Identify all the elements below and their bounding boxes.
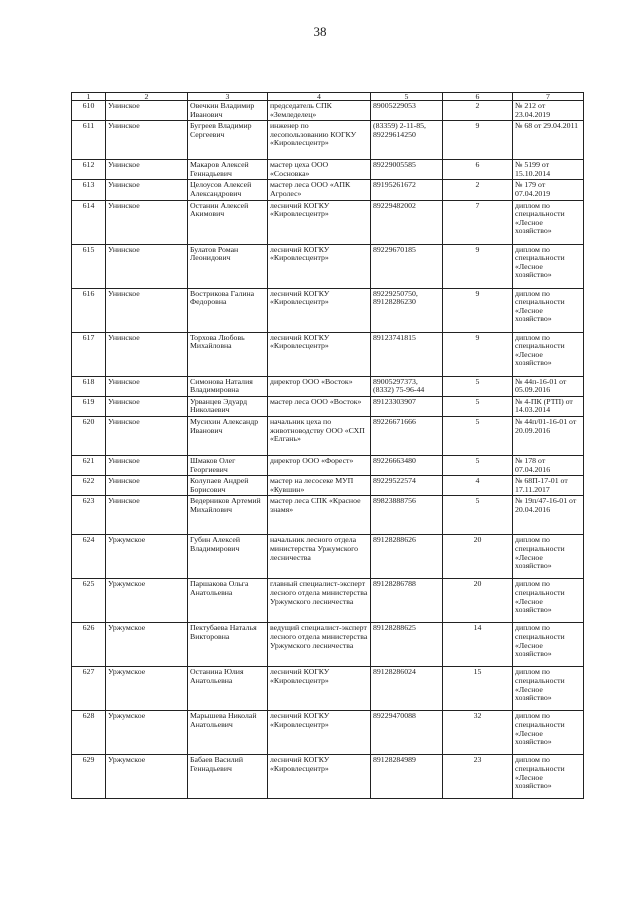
document-cell: № 44п-16-01 от 05.09.2016: [513, 376, 584, 396]
table-row: [72, 476, 584, 496]
experience-cell: 9: [443, 121, 513, 160]
district-cell: Уржумское: [106, 711, 188, 755]
person-name-cell: Ведерников Артемий Михайлович: [188, 496, 268, 535]
column-number: 3: [188, 93, 268, 101]
experience-cell: 20: [443, 579, 513, 623]
phone-cell: 89229005585: [371, 160, 443, 180]
district-cell: Унинское: [106, 496, 188, 535]
document-cell: № 5199 от 15.10.2014: [513, 160, 584, 180]
column-number: 2: [106, 93, 188, 101]
column-number-row: [72, 93, 584, 101]
phone-cell: 89123741815: [371, 332, 443, 376]
table-body: [72, 101, 584, 799]
position-cell: ведущий специалист-эксперт лесного отдела министерства Уржумского лесничества: [268, 623, 371, 667]
document-cell: № 68П-17-01 от 17.11.2017: [513, 476, 584, 496]
column-number: 6: [443, 93, 513, 101]
phone-cell: 89229482002: [371, 200, 443, 244]
experience-cell: 20: [443, 535, 513, 579]
district-cell: Унинское: [106, 332, 188, 376]
district-cell: Уржумское: [106, 579, 188, 623]
phone-cell: 89226671666: [371, 416, 443, 455]
experience-cell: 7: [443, 200, 513, 244]
person-name-cell: Останина Юлия Анатольевна: [188, 667, 268, 711]
phone-cell: (83359) 2-11-85, 89229614250: [371, 121, 443, 160]
person-name-cell: Марышева Николай Анатольевич: [188, 711, 268, 755]
document-cell: диплом по специальности «Лесное хозяйство»: [513, 579, 584, 623]
table-row: [72, 376, 584, 396]
row-number-cell: 611: [72, 121, 106, 160]
row-number-cell: 624: [72, 535, 106, 579]
person-name-cell: Мусихин Александр Иванович: [188, 416, 268, 455]
position-cell: мастер леса ООО «АПК Агролес»: [268, 180, 371, 200]
district-cell: Унинское: [106, 200, 188, 244]
phone-cell: 89229250750, 89128286230: [371, 288, 443, 332]
table-row: [72, 535, 584, 579]
person-name-cell: Пектубаева Наталья Викторовна: [188, 623, 268, 667]
phone-cell: 89229670185: [371, 244, 443, 288]
district-cell: Унинское: [106, 376, 188, 396]
table-row: [72, 101, 584, 121]
column-number: 1: [72, 93, 106, 101]
table-row: [72, 623, 584, 667]
document-cell: № 4-ПК (РТП) от 14.03.2014: [513, 396, 584, 416]
position-cell: мастер на лесосеке МУП «Кувшин»: [268, 476, 371, 496]
position-cell: инженер по лесопользованию КОГКУ «Кировлесцентр»: [268, 121, 371, 160]
district-cell: Унинское: [106, 121, 188, 160]
table-row: [72, 332, 584, 376]
column-number: 4: [268, 93, 371, 101]
row-number-cell: 618: [72, 376, 106, 396]
district-cell: Унинское: [106, 455, 188, 475]
district-cell: Унинское: [106, 101, 188, 121]
table-row: [72, 579, 584, 623]
row-number-cell: 621: [72, 455, 106, 475]
table-row: [72, 121, 584, 160]
position-cell: лесничий КОГКУ «Кировлесцентр»: [268, 200, 371, 244]
person-name-cell: Урванцев Эдуард Николаевич: [188, 396, 268, 416]
phone-cell: 89226663480: [371, 455, 443, 475]
person-name-cell: Овечкин Владимир Иванович: [188, 101, 268, 121]
row-number-cell: 616: [72, 288, 106, 332]
document-cell: диплом по специальности «Лесное хозяйство»: [513, 288, 584, 332]
row-number-cell: 628: [72, 711, 106, 755]
table-row: [72, 416, 584, 455]
experience-cell: 6: [443, 160, 513, 180]
phone-cell: 89005229053: [371, 101, 443, 121]
row-number-cell: 615: [72, 244, 106, 288]
row-number-cell: 622: [72, 476, 106, 496]
person-name-cell: Останин Алексей Акимович: [188, 200, 268, 244]
district-cell: Унинское: [106, 244, 188, 288]
row-number-cell: 617: [72, 332, 106, 376]
experience-cell: 23: [443, 755, 513, 799]
experience-cell: 5: [443, 496, 513, 535]
phone-cell: 89823888756: [371, 496, 443, 535]
phone-cell: 89128286788: [371, 579, 443, 623]
district-cell: Унинское: [106, 416, 188, 455]
position-cell: мастер леса ООО «Восток»: [268, 396, 371, 416]
row-number-cell: 627: [72, 667, 106, 711]
row-number-cell: 613: [72, 180, 106, 200]
phone-cell: 89123303907: [371, 396, 443, 416]
document-cell: диплом по специальности «Лесное хозяйство»: [513, 244, 584, 288]
phone-cell: 89128288626: [371, 535, 443, 579]
experience-cell: 5: [443, 455, 513, 475]
experience-cell: 4: [443, 476, 513, 496]
person-name-cell: Симонова Наталия Владимировна: [188, 376, 268, 396]
document-cell: диплом по специальности «Лесное хозяйство»: [513, 711, 584, 755]
experience-cell: 15: [443, 667, 513, 711]
table-row: [72, 244, 584, 288]
position-cell: мастер цеха ООО «Сосновка»: [268, 160, 371, 180]
person-name-cell: Паршакова Ольга Анатольевна: [188, 579, 268, 623]
district-cell: Уржумское: [106, 623, 188, 667]
document-cell: № 19п/47-16-01 от 20.04.2016: [513, 496, 584, 535]
position-cell: председатель СПК «Земледелец»: [268, 101, 371, 121]
document-cell: диплом по специальности «Лесное хозяйство»: [513, 200, 584, 244]
experience-cell: 14: [443, 623, 513, 667]
position-cell: директор ООО «Восток»: [268, 376, 371, 396]
person-name-cell: Торхова Любовь Михайловна: [188, 332, 268, 376]
experience-cell: 9: [443, 288, 513, 332]
document-cell: № 179 от 07.04.2019: [513, 180, 584, 200]
experience-cell: 9: [443, 244, 513, 288]
position-cell: начальник лесного отдела министерства Уржумского лесничества: [268, 535, 371, 579]
person-name-cell: Макаров Алексей Геннадьевич: [188, 160, 268, 180]
position-cell: начальник цеха по животноводству ООО «СХП «Елгань»: [268, 416, 371, 455]
row-number-cell: 620: [72, 416, 106, 455]
row-number-cell: 614: [72, 200, 106, 244]
document-cell: № 44п/01-16-01 от 20.09.2016: [513, 416, 584, 455]
document-cell: № 212 от 23.04.2019: [513, 101, 584, 121]
position-cell: лесничий КОГКУ «Кировлесцентр»: [268, 667, 371, 711]
table-row: [72, 755, 584, 799]
table-row: [72, 180, 584, 200]
district-cell: Унинское: [106, 160, 188, 180]
row-number-cell: 610: [72, 101, 106, 121]
table-row: [72, 200, 584, 244]
phone-cell: 89005297373, (8332) 75-96-44: [371, 376, 443, 396]
person-name-cell: Колупаев Андрей Борисович: [188, 476, 268, 496]
district-cell: Унинское: [106, 180, 188, 200]
person-name-cell: Вострикова Галина Федоровна: [188, 288, 268, 332]
district-cell: Унинское: [106, 476, 188, 496]
position-cell: директор ООО «Форест»: [268, 455, 371, 475]
phone-cell: 89128288625: [371, 623, 443, 667]
table-row: [72, 396, 584, 416]
table-row: [72, 667, 584, 711]
table-row: [72, 455, 584, 475]
document-cell: диплом по специальности «Лесное хозяйство»: [513, 535, 584, 579]
experience-cell: 5: [443, 396, 513, 416]
district-cell: Унинское: [106, 396, 188, 416]
person-name-cell: Бугреев Владимир Сергеевич: [188, 121, 268, 160]
person-name-cell: Булатов Роман Леонидович: [188, 244, 268, 288]
row-number-cell: 625: [72, 579, 106, 623]
row-number-cell: 623: [72, 496, 106, 535]
person-name-cell: Бабаев Василий Геннадьевич: [188, 755, 268, 799]
phone-cell: 89229470088: [371, 711, 443, 755]
phone-cell: 89229522574: [371, 476, 443, 496]
document-cell: диплом по специальности «Лесное хозяйство»: [513, 667, 584, 711]
table-row: [72, 288, 584, 332]
experience-cell: 2: [443, 101, 513, 121]
district-cell: Уржумское: [106, 755, 188, 799]
row-number-cell: 629: [72, 755, 106, 799]
column-number: 7: [513, 93, 584, 101]
position-cell: лесничий КОГКУ «Кировлесцентр»: [268, 755, 371, 799]
document-cell: диплом по специальности «Лесное хозяйство»: [513, 755, 584, 799]
position-cell: лесничий КОГКУ «Кировлесцентр»: [268, 332, 371, 376]
row-number-cell: 619: [72, 396, 106, 416]
position-cell: лесничий КОГКУ «Кировлесцентр»: [268, 244, 371, 288]
person-name-cell: Целоусов Алексей Александрович: [188, 180, 268, 200]
registry-table: [71, 92, 584, 799]
row-number-cell: 626: [72, 623, 106, 667]
document-cell: № 68 от 29.04.2011: [513, 121, 584, 160]
position-cell: главный специалист-эксперт лесного отдела министерства Уржумского лесничества: [268, 579, 371, 623]
experience-cell: 5: [443, 416, 513, 455]
table-row: [72, 160, 584, 180]
position-cell: лесничий КОГКУ «Кировлесцентр»: [268, 288, 371, 332]
position-cell: лесничий КОГКУ «Кировлесцентр»: [268, 711, 371, 755]
experience-cell: 9: [443, 332, 513, 376]
phone-cell: 89195261672: [371, 180, 443, 200]
person-name-cell: Губин Алексей Владимирович: [188, 535, 268, 579]
document-cell: диплом по специальности «Лесное хозяйство»: [513, 332, 584, 376]
district-cell: Уржумское: [106, 535, 188, 579]
column-number: 5: [371, 93, 443, 101]
person-name-cell: Шмаков Олег Георгиевич: [188, 455, 268, 475]
document-cell: диплом по специальности «Лесное хозяйство»: [513, 623, 584, 667]
phone-cell: 89128286024: [371, 667, 443, 711]
document-cell: № 178 от 07.04.2016: [513, 455, 584, 475]
district-cell: Унинское: [106, 288, 188, 332]
row-number-cell: 612: [72, 160, 106, 180]
experience-cell: 2: [443, 180, 513, 200]
table-row: [72, 711, 584, 755]
table-row: [72, 496, 584, 535]
position-cell: мастер леса СПК «Красное знамя»: [268, 496, 371, 535]
page-number: 38: [313, 24, 327, 39]
phone-cell: 89128284989: [371, 755, 443, 799]
experience-cell: 32: [443, 711, 513, 755]
experience-cell: 5: [443, 376, 513, 396]
district-cell: Уржумское: [106, 667, 188, 711]
